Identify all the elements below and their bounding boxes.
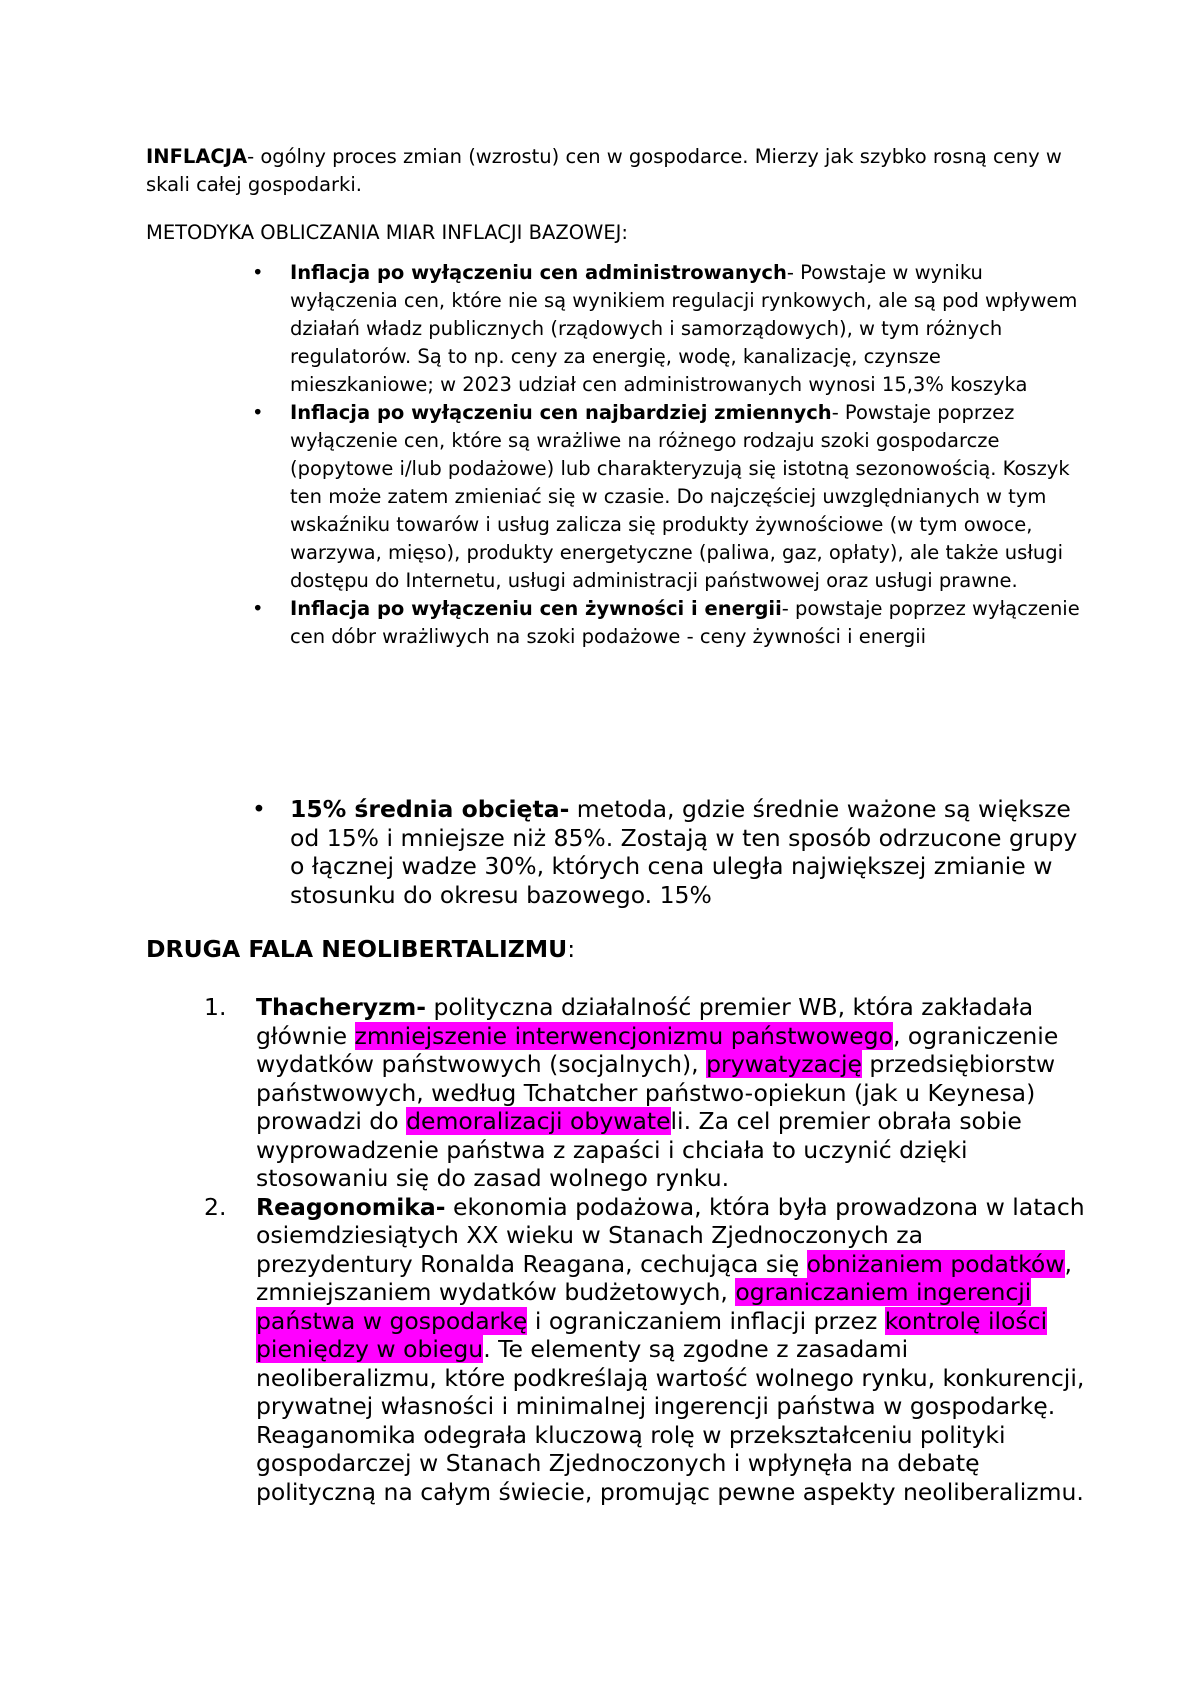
intro-term: INFLACJA [146, 145, 248, 168]
list-item [252, 399, 1090, 595]
item-text: , ograniczenie wydatków państwowych (socjalnych), [256, 1021, 1059, 1078]
item-title: 15% średnia obcięta- [290, 795, 570, 823]
list-item [252, 595, 1090, 651]
item-title: Inflacja po wyłączeniu cen najbardziej zmiennych [290, 401, 832, 424]
item-title: Reagonomika- [256, 1192, 446, 1221]
highlight: obniżaniem podatków [806, 1249, 1065, 1278]
item-title: Thacheryzm- [256, 993, 427, 1021]
list-item [204, 1192, 1086, 1507]
item-text: - Powstaje poprzez wyłączenie cen, które są wrażliwe na różnego rodzaju szoki gospodarcze (popytowe i/lub podażowe) lub charakteryzują się istotną sezonowością. Koszyk ten może zatem zmieniać się w czasie. Do najczęściej uwzględnianych w tym wskaźniku towarów i usług zalicza się produkty żywnościowe (w tym owoce, warzywa, mięso), produkty energetyczne (paliwa, gaz, opłaty), ale także usługi dostępu do Internetu, usługi administracji państwowej oraz usługi prawne. [290, 401, 1070, 592]
item-text: przedsiębiorstw państwowych, według Tchatcher państwo-opiekun (jak u Keynesa) prowadzi do [256, 1050, 1056, 1135]
highlight: kontrolę ilości pieniędzy w obiegu [256, 1306, 1048, 1363]
item-number: 1. [204, 993, 227, 1021]
item-text: - Powstaje w wyniku wyłączenia cen, które nie są wynikiem regulacji rynkowych, ale są pod wpływem działań władz publicznych (rządowych i samorządowych), w tym różnych regulatorów. Są to np. ceny za energię, wodę, kanalizację, czynsze mieszkaniowe; w 2023 udział cen administrowanych wynosi 15,3% koszyka [290, 261, 1078, 396]
highlight: prywatyzację [706, 1050, 862, 1078]
intro-definition: - ogólny proces zmian (wzrostu) cen w gospodarce. Mierzy jak szybko rosną ceny w skali całej gospodarki. [146, 145, 1062, 196]
highlight: zmniejszenie interwencjonizmu państwowego [354, 1021, 893, 1050]
druga-fala-list [204, 993, 1086, 1506]
item-text: li. Za cel premier obrała sobie wyprowadzenie państwa z zapaści i chciała to uczynić dzięki stosowaniu się do zasad wolnego rynku. [256, 1107, 1022, 1192]
item-text: , zmniejszaniem wydatków budżetowych, [256, 1249, 1073, 1306]
bullet-icon: • [252, 795, 266, 823]
intro-paragraph [146, 143, 1086, 199]
metodyka-list [252, 259, 1090, 651]
srednia-obcieta-list [252, 795, 1080, 909]
bullet-icon: • [252, 597, 264, 620]
item-text: metoda, gdzie średnie ważone są większe od 15% i mniejsze niż 85%. Zostają w ten sposób odrzucone grupy o łącznej wadze 30%, których cena uległa największej zmianie w stosunku do okresu bazowego. 15% [290, 795, 1078, 909]
list-item [252, 795, 1080, 909]
bullet-icon: • [252, 401, 264, 424]
bullet-icon: • [252, 261, 264, 284]
item-text: i ograniczaniem inflacji przez [527, 1306, 885, 1335]
item-number: 2. [204, 1192, 227, 1221]
item-text: ekonomia podażowa, która była prowadzona w latach osiemdziesiątych XX wieku w Stanach Zjednoczonych za prezydentury Ronalda Reagana, cechująca się [256, 1192, 1085, 1278]
druga-fala-title: DRUGA FALA NEOLIBERTALIZMU [146, 935, 568, 963]
highlight: demoralizacji obywate [406, 1107, 671, 1135]
heading-colon: : [567, 935, 576, 963]
item-text: polityczna działalność premier WB, która zakładała głównie [256, 993, 1034, 1050]
item-text: . Te elementy są zgodne z zasadami neoliberalizmu, które podkreślają wartość wolnego rynku, konkurencji, prywatnej własności i minimalnej ingerencji państwa w gospodarkę. Reaganomika odegrała kluczową rolę w przekształceniu polityki gospodarczej w Stanach Zjednoczonych i wpłynęła na debatę polityczną na całym świecie, promując pewne aspekty neoliberalizmu. [256, 1335, 1085, 1506]
item-text: - powstaje poprzez wyłączenie cen dóbr wrażliwych na szoki podażowe - ceny żywności i energii [290, 597, 1080, 648]
metodyka-heading: METODYKA OBLICZANIA MIAR INFLACJI BAZOWEJ: [146, 221, 628, 244]
list-item [252, 259, 1090, 399]
list-item [204, 993, 1086, 1193]
highlight: ograniczaniem ingerencji państwa w gospodarkę [256, 1278, 1032, 1335]
item-title: Inflacja po wyłączeniu cen żywności i energii [290, 597, 782, 620]
druga-fala-heading [146, 935, 1046, 964]
item-title: Inflacja po wyłączeniu cen administrowanych [290, 261, 787, 284]
